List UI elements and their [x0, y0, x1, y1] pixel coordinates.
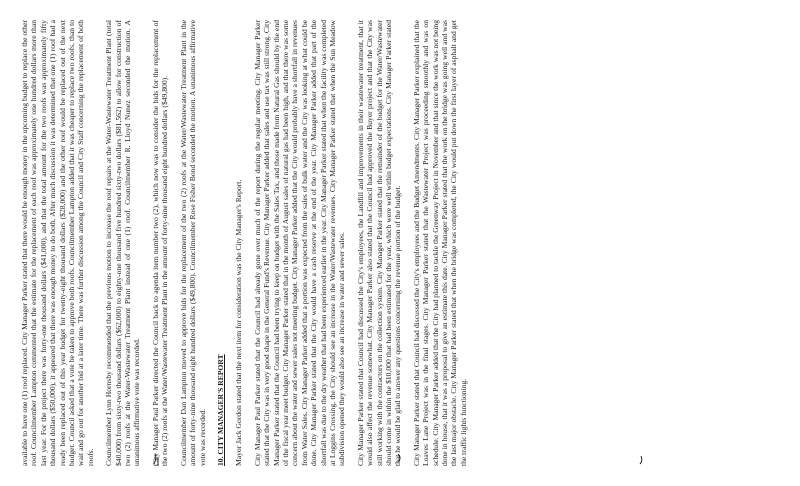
paragraph: City Manager Parker stated that Council had discussed the City's employees, the Landfill and improvements in their wastewater treatment, that it would also affect the revenue somewhat. City Manager Parker also stated that the Council had approved the Buyer project and that the City was still working with the contractors on the collection system. City Manager Parker stated that the remainder of the budget for the Water/Wastewater should come in within the $10,000 that had been estimated for the year, which were well within budget expectations. City Manager Parker stated that he would be glad to answer any questions concerning the revenue portion of the budget. — [355, 20, 403, 466]
paragraph: available to have one (1) roof replaced. City Manager Parker stated that there would be enough money in the upcoming budget to replace the other roof. Councilmember Lampton commented that the estimate for the replacement of each roof was approximately one hundred dollars more than last year. For the project there was forty-one thousand dollars ($41,000), and that the total amount for the two roofs was approximately fifty thousand dollars ($50,000), it appeared that there was enough money to do both. After much discussion it was determined that one (1) roof had a ready been replaced out of this year budget for twenty-eight thousand dollars ($28,000) and the other roof would be replaced out of the next budget. Council asked that a vote be taken to approve both roofs. Councilmember Lampton added that it was cheaper to replace two roofs, than to wait and go out for another bid at a later time. There was further discussion among the Council and City Staff concerning the replacement of both roofs. — [20, 20, 95, 466]
section-heading: 10. CITY MANAGER'S REPORT — [215, 354, 225, 466]
paragraph: Mayor Jack Gordon stated that the next item for consideration was the City Manager's Report. — [234, 179, 244, 466]
rotated-page — [20, 20, 780, 466]
paragraph: Councilmember Lynn Hornsby recommended that the previous motion to increase the roof repairs at the Water-Wastewater Treatment Plant (total $40,000) from sixty-two thousand dollars ($62,000) to eighty-one thousand five hundred sixty-two dollars ($81,562) to allow for construction of two (2) roofs at the Water-Wastewater Treatment Plant instead of one (1) roof. Councilmember R. Lloyd Nunez seconded the motion. A unanimous affirmative vote was recorded. — [104, 20, 142, 466]
paragraph: City Manager Paul Parker stated that the Council had already gone over much of the report during the regular meeting. City Manager Parker stated that the City was in very good shape in the General Fund's Revenue. City Manager Parker added that sales and use tax was still strong. City Manager Parker stated that the Council had been trying to keep on budget with the Sales Tax, and those made from Natural Gas should by the end of the fiscal year meet budget. City Manager Parker stated that in the month of August sales of natural gas had been high, and that there was some concern about the water and sewer sales not meeting budget. City Manager Parker added that the City would probably have a shortfall in revenues from Water Sales. City Manager Parker added that a portion was expected from the sales of bulk water and the City was looking at what could be done. City Manager Parker stated that the City would have a cash reserve at the end of the year. City Manager Parker added that part of the shortfall was due to the dry weather that had been experienced earlier in the year. City Manager Parker stated that when the facility was completed at Loggins Crossing, the City should see an increase in the Water/Wastewater revenues. City Manager Parker stated that when the Sun Meadow subdivision opened they would also see an increase in water and sewer sales. — [252, 20, 347, 466]
paragraph: Councilmember Dan Lampton moved to approve bids for the replacement of the two (2) roofs at the Water/Wastewater Treatment Plant in the amount of forty-nine thousand eight hundred dollars ($49,800). Councilmember Rose Fisher Bond seconded the motion. A unanimous affirmative vote was recorded. — [178, 20, 207, 466]
paragraph: City Manager Parker stated that Council had discussed the City's employees and the Budget Amendments. City Manager Parker explained that the Loaves Lane Project was in the final stages. City Manager Parker stated that the Wastewater Project was proceeding smoothly and was on schedule. City Manager Parker added that the City had planned to tackle the Greenway Project in November and that since the work was not being done in house, that it was a proposal to give an estimate this date. City Manager Parker stated that the work on the bridge was going well and was the last major obstacle. City Manager Parker stated that when the bridge was completed, the City would put down the first layer of asphalt and get the traffic lights functioning. — [411, 20, 468, 466]
document-body — [20, 20, 780, 466]
paragraph: City Manager Paul Parker directed the Council back to agenda item number two (2), which now was to consider the bids for the replacement of the two (2) roofs at the Water/Wastewater Treatment Plant in the amount of forty-nine thousand eight hundred dollars ($49,800). — [150, 20, 170, 466]
